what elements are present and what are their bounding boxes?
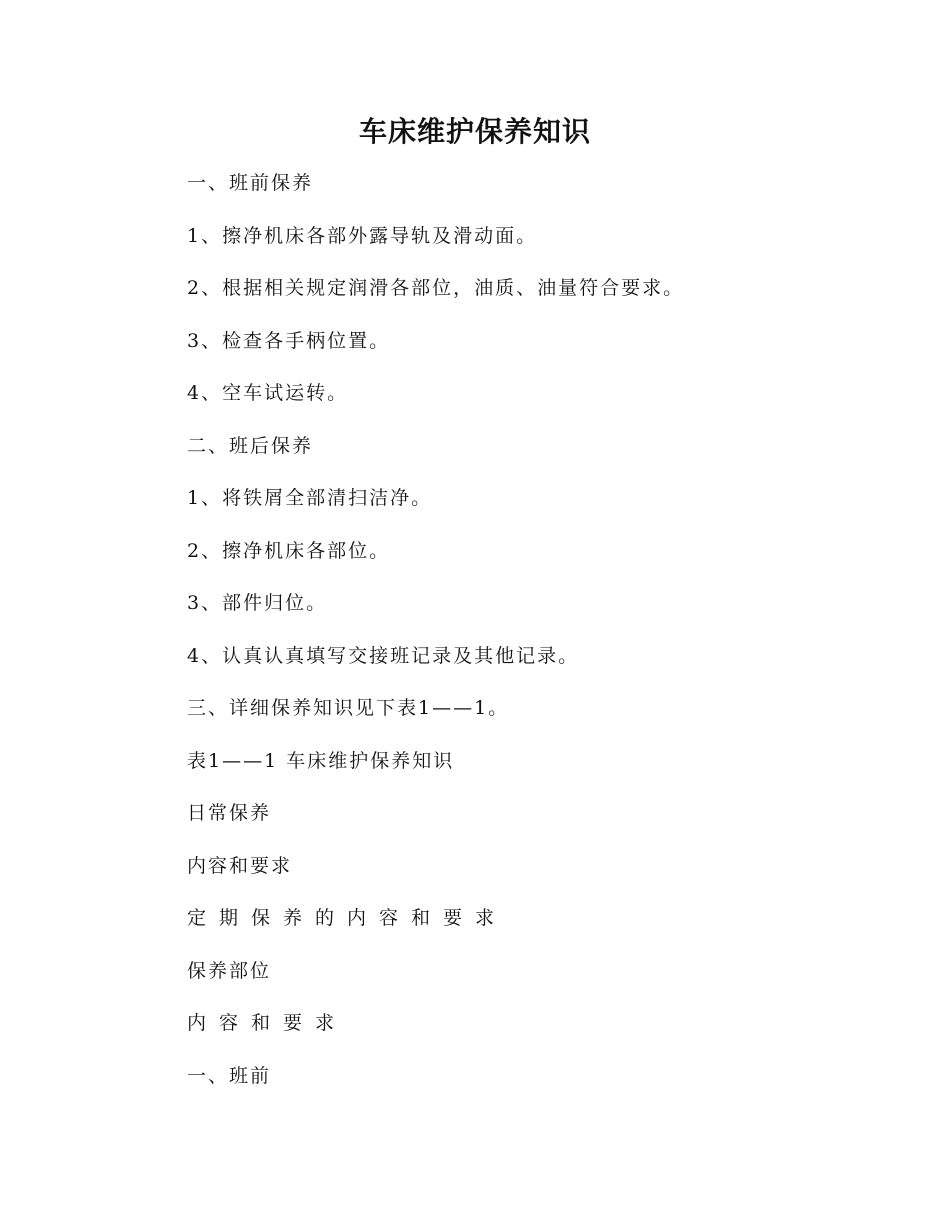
list-item: 3、部件归位。 xyxy=(187,592,328,614)
table-header-daily-maintenance: 日常保养 xyxy=(187,802,272,824)
section-heading-after-shift: 二、班后保养 xyxy=(187,434,314,457)
table-header-maintenance-part: 保养部位 xyxy=(187,959,272,982)
section-heading-before-shift: 一、班前保养 xyxy=(187,172,314,194)
list-item: 4、空车试运转。 xyxy=(187,382,349,404)
list-item: 3、检查各手柄位置。 xyxy=(187,329,391,352)
table-header-periodic-maintenance: 定期保养的内容和要求 xyxy=(187,907,508,929)
table-header-content-periodic: 内容和要求 xyxy=(187,1012,348,1034)
table-header-content: 内容和要求 xyxy=(187,854,293,877)
list-item: 1、将铁屑全部清扫洁净。 xyxy=(187,487,433,509)
list-item: 2、根据相关规定润滑各部位，油质、油量符合要求。 xyxy=(187,277,685,299)
document-title: 车床维护保养知识 xyxy=(358,115,591,148)
list-item: 4、认真认真填写交接班记录及其他记录。 xyxy=(187,644,580,667)
table-cell-before-shift: 一、班前 xyxy=(187,1064,272,1087)
list-item: 2、擦净机床各部位。 xyxy=(187,539,391,562)
list-item: 1、擦净机床各部外露导轨及滑动面。 xyxy=(187,224,538,247)
table-caption: 表1——1 车床维护保养知识 xyxy=(187,749,455,772)
document-body xyxy=(187,165,887,1110)
section-heading-details: 三、详细保养知识见下表1——1。 xyxy=(187,697,510,719)
